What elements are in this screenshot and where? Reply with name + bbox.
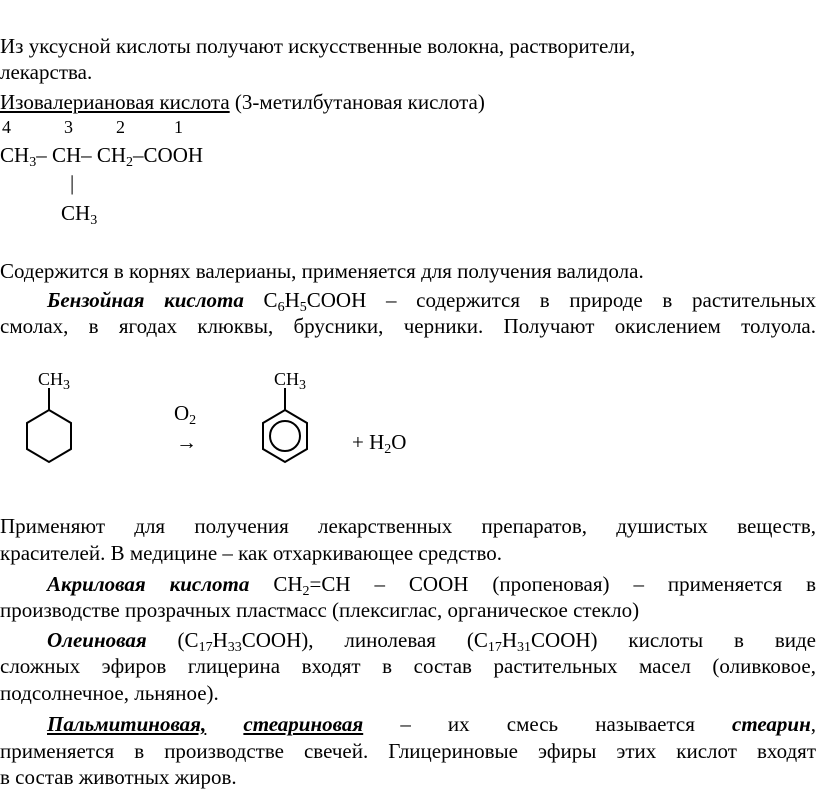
- text-line: Содержится в корнях валерианы, применяется для получения валидола.: [0, 259, 644, 283]
- benzoic-line: Бензойная кислота $C_6H_5COOH$ – содержится в природе в растительных: [47, 288, 816, 315]
- benzene-ring-icon: [254, 386, 314, 476]
- isovaleric-name: Изовалериановая кислота: [0, 90, 230, 114]
- carbon-number: 2: [116, 117, 125, 137]
- cyclohexane-ring-icon: [18, 386, 78, 476]
- text-line: лекарства.: [0, 60, 93, 84]
- formula-branch-bond: |: [70, 171, 75, 195]
- carbon-number: 4: [2, 117, 11, 137]
- text-line: применяется в производстве свечей. Глицериновые эфиры этих кислот входят: [0, 739, 816, 763]
- oxygen-reagent: $O_2$: [174, 401, 197, 428]
- oleic-name: Олеиновая: [47, 628, 147, 652]
- palmitic-name: Пальмитиновая,: [47, 712, 207, 736]
- carbon-number: 1: [174, 117, 183, 137]
- reaction-arrow: →: [176, 430, 197, 454]
- palmitic-line: Пальмитиновая, стеариновая – их смесь называется стеарин,: [47, 712, 816, 736]
- methyl-label-left: $CH_3$: [38, 369, 71, 393]
- text-line: подсолнечное, льняное).: [0, 681, 219, 705]
- text-line: в состав животных жиров.: [0, 765, 237, 789]
- acrylic-name: Акриловая кислота: [47, 572, 250, 596]
- stearin-term: стеарин: [732, 712, 811, 736]
- stearic-name: стеариновая: [243, 712, 364, 736]
- methyl-label-right: $CH_3$: [274, 369, 307, 393]
- formula-branch-methyl: $CH_3$: [61, 201, 98, 228]
- carbon-number: 3: [64, 117, 73, 137]
- oleic-line: Олеиновая $(C_{17}H_{33}COOH)$, линолевая $(C_{17}H_{31}COOH)$ кислоты в виде: [47, 628, 816, 655]
- text-line: Применяют для получения лекарственных препаратов, душистых веществ,: [0, 514, 816, 538]
- isovaleric-alt-name: (3-метилбутановая кислота): [229, 90, 485, 114]
- text-line: сложных эфиров глицерина входят в состав растительных масел (оливковое,: [0, 654, 816, 678]
- isovaleric-heading: [0, 89, 485, 115]
- text-line: смолах, в ягодах клюквы, брусники, черники. Получают окислением толуола.: [0, 314, 816, 338]
- text-line: красителей. В медицине – как отхаркивающее средство.: [0, 541, 502, 565]
- text-line: Из уксусной кислоты получают искусственные волокна, растворители,: [0, 34, 636, 58]
- benzoic-name: Бензойная кислота: [47, 288, 244, 312]
- text-line: производстве прозрачных пластмасс (плексиглас, органическое стекло): [0, 598, 640, 622]
- isovaleric-formula: $CH_3-$ CH– $CH_2$–COOH: [0, 143, 204, 170]
- water-product: + $H_2O$: [352, 430, 407, 457]
- acrylic-line: Акриловая кислота $CH_2=CH$ – COOH (пропеновая) – применяется в: [47, 572, 816, 599]
